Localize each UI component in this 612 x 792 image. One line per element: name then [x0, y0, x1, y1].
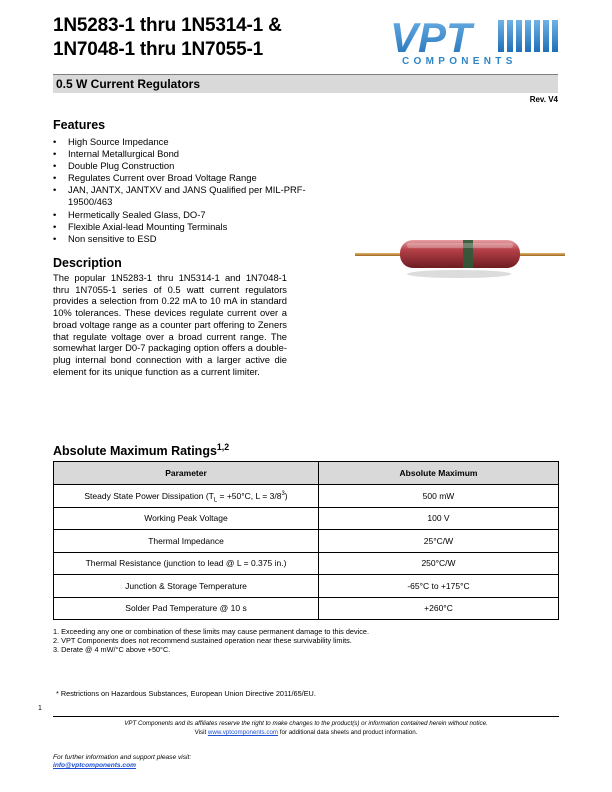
value-cell: 500 mW: [319, 485, 559, 508]
page-number: 1: [38, 705, 42, 712]
page-subtitle: 0.5 W Current Regulators: [56, 77, 201, 91]
description-text: The popular 1N5283-1 thru 1N5314-1 and 1N7048-1 thru 1N7055-1 series of 0.5 watt current regulators provides a selection from 0.22 mA to 10 mA in standard 10% tolerances. These devices regulate current over a broad voltage range as a counter part offering to Zeners that regulate voltage over a broad current range. The somewhat larger D0-7 packaging option offers a double-plug internal bond connection with a larger active die element for its unique function as a current limiter.: [53, 272, 287, 377]
ratings-notes: [53, 628, 369, 654]
diode-image: [355, 228, 565, 284]
title-line-1: 1N5283-1 thru 1N5314-1 &: [53, 15, 282, 36]
footer-divider: [53, 716, 559, 717]
features-heading: Features: [53, 118, 106, 132]
page-title: [53, 14, 282, 62]
revision-label: Rev. V4: [529, 95, 558, 104]
website-link[interactable]: www.vptcomponents.com: [207, 729, 279, 736]
column-header-absolute-maximum: Absolute Maximum: [319, 462, 559, 485]
support-text: For further information and support please visit:: [53, 754, 192, 761]
parameter-cell: Junction & Storage Temperature: [54, 575, 319, 598]
parameter-cell: Thermal Impedance: [54, 530, 319, 553]
footnote: 2. VPT Components does not recommend sustained operation near these survivability limits.: [53, 635, 352, 645]
list-item: • Hermetically Sealed Glass, DO-7: [53, 209, 313, 221]
title-line-2: 1N7048-1 thru 1N7055-1: [53, 39, 263, 60]
value-cell: 100 V: [319, 507, 559, 530]
list-item: • Flexible Axial-lead Mounting Terminals: [53, 221, 313, 233]
table-header-row: [54, 462, 559, 485]
table-row: [54, 552, 559, 575]
footnote: 3. Derate @ 4 mW/°C above +50°C.: [53, 644, 171, 654]
column-header-parameter: Parameter: [54, 462, 319, 485]
rohs-note: * Restrictions on Hazardous Substances, European Union Directive 2011/65/EU.: [56, 689, 316, 698]
list-item: • High Source Impedance: [53, 136, 313, 148]
footer-disclaimer: VPT Components and its affiliates reserve the right to make changes to the product(s) or information contained herein without notice.: [124, 720, 488, 727]
parameter-cell: Solder Pad Temperature @ 10 s: [54, 597, 319, 620]
support-line: [53, 762, 136, 769]
value-cell: -65°C to +175°C: [319, 575, 559, 598]
description-heading: Description: [53, 256, 122, 270]
logo-wordmark-vpt: VPT: [390, 16, 472, 61]
value-cell: 25°C/W: [319, 530, 559, 553]
parameter-cell: Steady State Power Dissipation ($T_L = +50^\circ C$, $L = 3/8^3$): [54, 485, 319, 508]
list-item: • JAN, JANTX, JANTXV and JANS Qualified per MIL-PRF-19500/463: [53, 184, 308, 208]
table-row: [54, 575, 559, 598]
logo-components-text: COMPONENTS: [402, 56, 517, 67]
value-cell: +260°C: [319, 597, 559, 620]
list-item: • Internal Metallurgical Bond: [53, 148, 313, 160]
value-cell: 250°C/W: [319, 552, 559, 575]
list-item: • Double Plug Construction: [53, 160, 313, 172]
table-row: [54, 485, 559, 508]
support-email-link[interactable]: info@vptcomponents.com: [53, 762, 136, 769]
list-item: • Regulates Current over Broad Voltage Range: [53, 172, 313, 184]
footer-visit-line: Visit www.vptcomponents.com for additional data sheets and product information.: [194, 729, 418, 736]
parameter-cell: Working Peak Voltage: [54, 507, 319, 530]
table-row: [54, 507, 559, 530]
table-row: [54, 530, 559, 553]
table-row: [54, 597, 559, 620]
features-list: [53, 136, 313, 245]
ratings-heading: Absolute Maximum Ratings$^{1,2}$: [53, 441, 230, 458]
list-item: • Non sensitive to ESD: [53, 233, 313, 245]
ratings-table: [53, 461, 559, 620]
parameter-cell: Thermal Resistance (junction to lead @ L = 0.375 in.): [54, 552, 319, 575]
footnote: 1. Exceeding any one or combination of these limits may cause permanent damage to this device.: [53, 627, 369, 636]
